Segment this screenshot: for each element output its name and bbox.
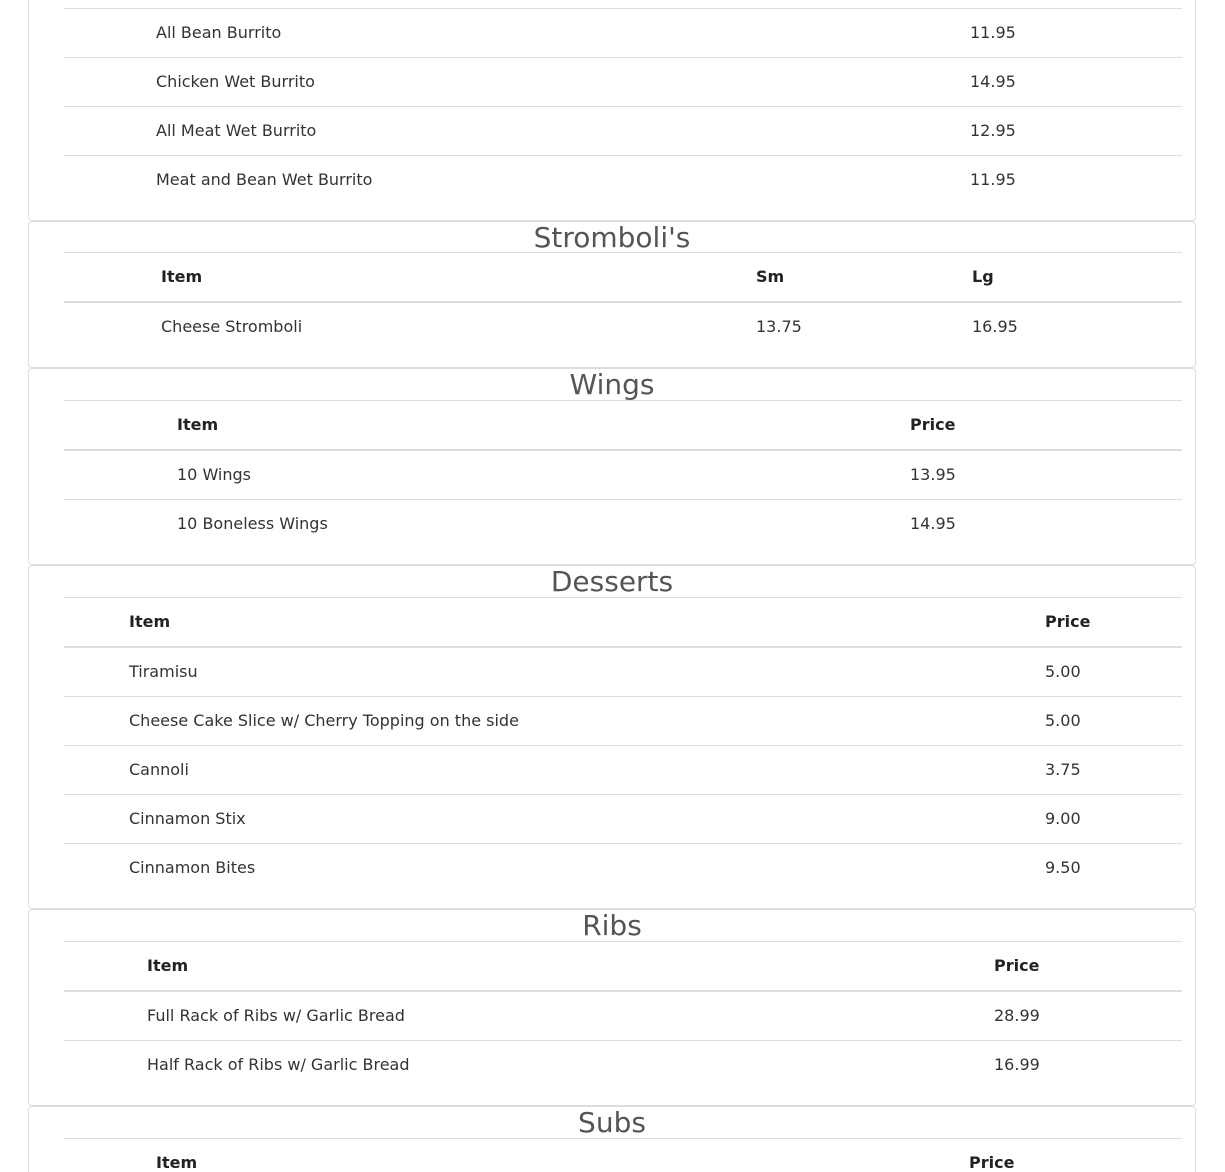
burritos-row-2-item: Chicken Wet Burrito <box>156 72 315 91</box>
desserts-title: Desserts <box>550 565 674 598</box>
wings-row-2-price: 14.95 <box>910 514 956 533</box>
stromboli-row-1-sm: 13.75 <box>756 317 802 336</box>
table-row-divider <box>64 57 1182 58</box>
stromboli-title: Stromboli's <box>533 221 691 254</box>
stromboli-row-1-item: Cheese Stromboli <box>161 317 303 336</box>
subs-header-item: Item <box>156 1153 198 1172</box>
table-row-divider <box>64 745 1182 746</box>
burritos-panel <box>28 0 1196 221</box>
table-header-top-rule <box>64 941 1182 942</box>
desserts-row-1-price: 5.00 <box>1045 662 1081 681</box>
wings-title: Wings <box>569 368 655 401</box>
ribs-row-2-price: 16.99 <box>994 1055 1040 1074</box>
wings-row-1-price: 13.95 <box>910 465 956 484</box>
table-header-top-rule <box>64 597 1182 598</box>
table-row-divider <box>64 106 1182 107</box>
desserts-row-4-price: 9.00 <box>1045 809 1081 828</box>
desserts-row-3-price: 3.75 <box>1045 760 1081 779</box>
desserts-panel <box>28 565 1196 909</box>
desserts-header-price: Price <box>1045 612 1091 631</box>
desserts-row-2-item: Cheese Cake Slice w/ Cherry Topping on the side <box>129 711 519 730</box>
table-header-top-rule <box>64 252 1182 253</box>
ribs-row-1-item: Full Rack of Ribs w/ Garlic Bread <box>147 1006 405 1025</box>
burritos-row-3-price: 12.95 <box>970 121 1016 140</box>
desserts-header-item: Item <box>129 612 171 631</box>
table-row-divider <box>64 8 1182 9</box>
table-row-divider <box>64 843 1182 844</box>
stromboli-row-1-lg: 16.95 <box>972 317 1018 336</box>
desserts-row-4-item: Cinnamon Stix <box>129 809 246 828</box>
wings-row-1-item: 10 Wings <box>177 465 251 484</box>
table-header-bottom-rule <box>64 646 1182 648</box>
wings-header-price: Price <box>910 415 956 434</box>
desserts-row-1-item: Tiramisu <box>129 662 198 681</box>
ribs-header-item: Item <box>147 956 189 975</box>
stromboli-header-lg: Lg <box>972 267 994 286</box>
ribs-title: Ribs <box>582 909 642 942</box>
table-header-bottom-rule <box>64 301 1182 303</box>
table-header-top-rule <box>64 1138 1182 1139</box>
burritos-row-2-price: 14.95 <box>970 72 1016 91</box>
table-header-top-rule <box>64 400 1182 401</box>
desserts-row-5-item: Cinnamon Bites <box>129 858 256 877</box>
wings-row-2-item: 10 Boneless Wings <box>177 514 328 533</box>
burritos-row-4-price: 11.95 <box>970 170 1016 189</box>
ribs-row-1-price: 28.99 <box>994 1006 1040 1025</box>
subs-panel <box>28 1106 1196 1172</box>
table-header-bottom-rule <box>64 990 1182 992</box>
wings-header-item: Item <box>177 415 219 434</box>
stromboli-header-item: Item <box>161 267 203 286</box>
table-row-divider <box>64 499 1182 500</box>
wings-panel <box>28 368 1196 565</box>
burritos-row-4-item: Meat and Bean Wet Burrito <box>156 170 373 189</box>
table-row-divider <box>64 696 1182 697</box>
burritos-row-1-item: All Bean Burrito <box>156 23 282 42</box>
table-row-divider <box>64 794 1182 795</box>
table-header-bottom-rule <box>64 449 1182 451</box>
burritos-row-1-price: 11.95 <box>970 23 1016 42</box>
ribs-header-price: Price <box>994 956 1040 975</box>
desserts-row-5-price: 9.50 <box>1045 858 1081 877</box>
stromboli-header-sm: Sm <box>756 267 785 286</box>
subs-header-price: Price <box>969 1153 1015 1172</box>
subs-title: Subs <box>578 1106 646 1139</box>
burritos-row-3-item: All Meat Wet Burrito <box>156 121 317 140</box>
stromboli-panel <box>28 221 1196 368</box>
table-row-divider <box>64 155 1182 156</box>
desserts-row-2-price: 5.00 <box>1045 711 1081 730</box>
ribs-panel <box>28 909 1196 1106</box>
desserts-row-3-item: Cannoli <box>129 760 189 779</box>
table-row-divider <box>64 1040 1182 1041</box>
ribs-row-2-item: Half Rack of Ribs w/ Garlic Bread <box>147 1055 410 1074</box>
